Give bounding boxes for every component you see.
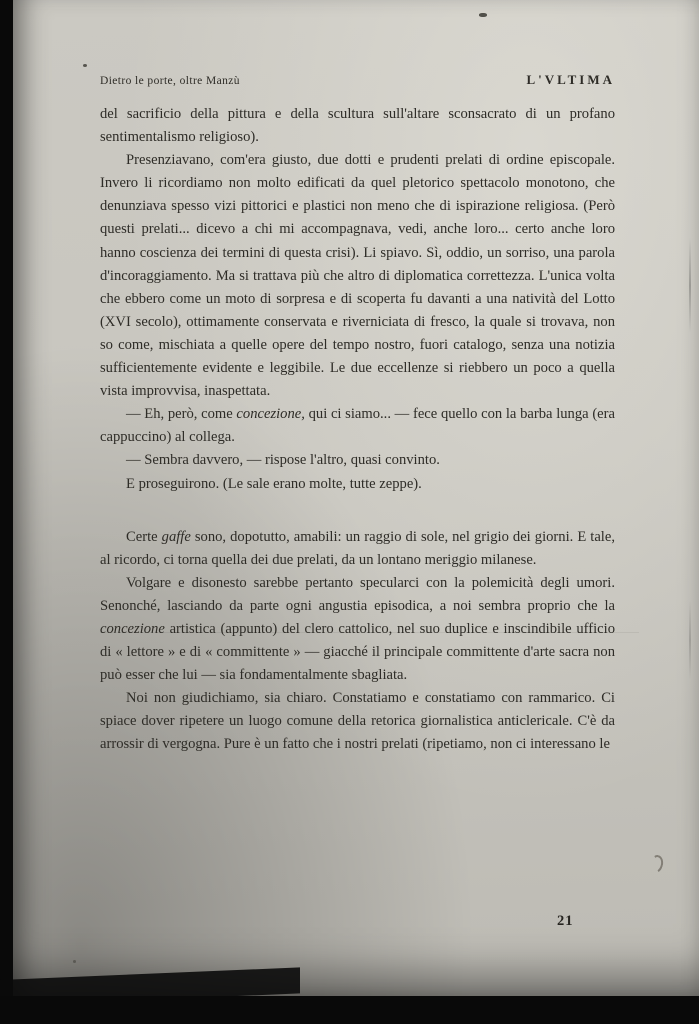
paper bbox=[13, 0, 699, 996]
page-body bbox=[100, 103, 615, 757]
paragraph bbox=[100, 403, 615, 449]
scan-speck bbox=[83, 64, 87, 67]
text-segment: del sacrificio della pittura e della scultura sull'altare sconsacrato di un profano sentimentalismo religioso). bbox=[100, 106, 615, 146]
paragraph bbox=[100, 526, 615, 572]
paper-crease bbox=[689, 238, 691, 333]
text-segment: Volgare e disonesto sarebbe pertanto specularci con la polemicità degli umori. Senonché, lasciando da parte ogni angustia episodica, a noi sembra proprio che la bbox=[100, 574, 615, 614]
paragraph bbox=[100, 473, 615, 496]
text-segment: Certe bbox=[126, 528, 162, 545]
running-head-left: Dietro le porte, oltre Manzù bbox=[100, 75, 240, 87]
text-segment: sono, dopotutto, amabili: un raggio di sole, nel grigio dei giorni. E tale, al ricordo, ci torna quella dei due prelati, da un lontano meriggio milanese. bbox=[100, 528, 615, 568]
text-segment: artistica (appunto) del clero cattolico, nel suo duplice e inscindibile ufficio di « lettore » e di « committente » — giacché il principale committente d'arte sacra non può esser che lui — sia fondamentalmente sbagliata. bbox=[100, 620, 615, 684]
paragraph bbox=[100, 572, 615, 687]
text-segment: Presenziavano, com'era giusto, due dotti e prudenti prelati di ordine episcopale. Invero li ricordiamo non molto edificati da quel pletorico spettacolo monotono, che denunziava spesso vizi pittorici e plastici non meno che di ispirazione religiosa. (Però questi prelati... dicevo a chi mi accompagnava, vedi, anche loro... certo anche loro hanno coscienza dei termini di questa crisi). Li spiavo. Sì, oddio, un sorriso, una parola d'incoraggiamento. Ma si trattava più che altro di diplomatica correttezza. L'unica volta che ebbero come un moto di sorpresa e di scoperta fu davanti a una natività del Lotto (XVI secolo), ottimamente conservata e riverniciata di fresco, la quale si trovava, non so come, mischiata a quelle opere del tempo nostro, fuori catalogo, senza una notizia sufficientemente evidente e leggibile. Le due eccellenze si riebbero un poco a quella vista improvvisa, inaspettata. bbox=[100, 152, 615, 400]
paragraph bbox=[100, 449, 615, 472]
text-segment: concezione bbox=[100, 620, 165, 637]
scan-speck bbox=[73, 960, 76, 963]
running-head-right: L'VLTIMA bbox=[526, 72, 615, 87]
scan-bottom-edge bbox=[0, 996, 699, 1024]
paper-fold-line bbox=[100, 632, 639, 633]
paragraph bbox=[100, 149, 615, 403]
paper-crease bbox=[689, 600, 691, 680]
text-segment: Noi non giudichiamo, sia chiaro. Constatiamo e constatiamo con rammarico. Ci spiace dover ripetere un luogo comune della retorica giornalistica anticlericale. C'è da arrossir di vergogna. Pure è un fatto che i nostri prelati (ripetiamo, non ci interessano le bbox=[100, 690, 615, 753]
scan-speck bbox=[479, 13, 487, 17]
paragraph bbox=[100, 103, 615, 149]
text-segment: E proseguirono. (Le sale erano molte, tutte zeppe). bbox=[126, 475, 422, 492]
paragraph bbox=[100, 687, 615, 756]
scan-mark bbox=[648, 853, 666, 874]
running-head bbox=[100, 72, 615, 88]
page-number: 21 bbox=[557, 913, 574, 929]
text-segment: — Eh, però, come bbox=[126, 406, 237, 423]
text-segment: gaffe bbox=[161, 528, 191, 545]
text-segment: concezione, bbox=[236, 406, 305, 423]
scan-left-edge bbox=[0, 0, 13, 1024]
text-segment: qui ci siamo... — fece quello con la barba lunga (era cappuccino) al collega. bbox=[100, 406, 616, 446]
text-segment: — Sembra davvero, — rispose l'altro, quasi convinto. bbox=[126, 452, 440, 469]
